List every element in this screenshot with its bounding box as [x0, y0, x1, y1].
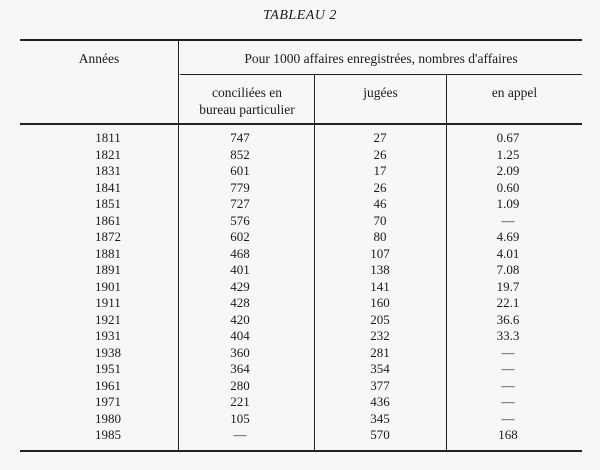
- cell-jugees: 232: [370, 328, 390, 343]
- cell-jugees: 26: [373, 179, 387, 195]
- bottom-rule: [20, 450, 582, 452]
- cell-conciliees: 428: [230, 295, 250, 310]
- cell-conciliees: 779: [230, 179, 250, 195]
- cell-conciliees: 221: [230, 394, 250, 409]
- cell-conciliees: 727: [230, 196, 250, 211]
- cell-conciliees: —: [233, 427, 247, 442]
- cell-year: 1901: [95, 278, 121, 294]
- cell-year: 1831: [95, 163, 121, 178]
- cell-year: 1881: [95, 245, 121, 261]
- cell-conciliees: 429: [230, 278, 250, 294]
- cell-appel: —: [501, 344, 515, 360]
- cell-conciliees: 602: [230, 229, 250, 244]
- cell-year: 1891: [95, 262, 121, 277]
- cell-year: 1951: [95, 361, 121, 376]
- cell-year: 1961: [95, 377, 121, 393]
- cell-appel: —: [501, 410, 515, 426]
- cell-year: 1931: [95, 328, 121, 343]
- cell-jugees: 141: [370, 278, 390, 294]
- cell-appel: 168: [498, 427, 518, 442]
- header-group: Pour 1000 affaires enregistrées, nombres d'affaires: [244, 51, 518, 66]
- cell-jugees: 107: [370, 245, 390, 261]
- cell-jugees: 570: [370, 427, 390, 442]
- cell-jugees: 17: [373, 163, 387, 178]
- group-header-rule: [180, 74, 582, 75]
- header-years: Années: [78, 51, 120, 66]
- cell-year: 1861: [95, 212, 121, 228]
- cell-jugees: 436: [370, 394, 390, 409]
- cell-appel: 0.60: [496, 179, 520, 195]
- col-divider-years: [178, 40, 179, 451]
- cell-conciliees: 364: [230, 361, 250, 376]
- cell-appel: 33.3: [496, 328, 520, 343]
- cell-conciliees: 280: [230, 377, 250, 393]
- cell-appel: 7.08: [496, 262, 520, 277]
- cell-appel: 4.69: [496, 229, 520, 244]
- cell-appel: 19.7: [496, 278, 520, 294]
- cell-conciliees: 601: [230, 163, 250, 178]
- cell-year: 1872: [95, 229, 121, 244]
- cell-jugees: 205: [370, 311, 390, 327]
- cell-jugees: 160: [370, 295, 390, 310]
- header-appel: en appel: [491, 85, 538, 100]
- cell-jugees: 46: [373, 196, 387, 211]
- cell-jugees: 26: [373, 146, 387, 162]
- cell-year: 1985: [95, 427, 121, 442]
- cell-conciliees: 105: [230, 410, 250, 426]
- cell-year: 1911: [95, 295, 121, 310]
- cell-jugees: 281: [370, 344, 390, 360]
- cell-appel: 4.01: [496, 245, 520, 261]
- header-bottom-rule: [20, 123, 582, 125]
- header-jugees: jugées: [363, 85, 398, 100]
- cell-jugees: 27: [373, 130, 387, 145]
- cell-appel: —: [501, 394, 515, 409]
- cell-conciliees: 468: [230, 245, 250, 261]
- header-conciliees: conciliées en bureau particulier: [199, 85, 295, 117]
- cell-appel: —: [501, 212, 515, 228]
- top-rule: [20, 39, 582, 41]
- cell-appel: 1.09: [496, 196, 520, 211]
- cell-conciliees: 420: [230, 311, 250, 327]
- cell-conciliees: 360: [230, 344, 250, 360]
- cell-appel: 0.67: [496, 130, 520, 145]
- cell-year: 1921: [95, 311, 121, 327]
- cell-appel: 2.09: [496, 163, 520, 178]
- cell-year: 1821: [95, 146, 121, 162]
- cell-jugees: 70: [373, 212, 387, 228]
- cell-year: 1851: [95, 196, 121, 211]
- cell-jugees: 354: [370, 361, 390, 376]
- cell-conciliees: 747: [230, 130, 250, 145]
- cell-conciliees: 576: [230, 212, 250, 228]
- table-title: TABLEAU 2: [263, 8, 337, 23]
- cell-appel: 36.6: [496, 311, 520, 327]
- cell-appel: 1.25: [496, 146, 520, 162]
- cell-appel: —: [501, 361, 515, 376]
- cell-conciliees: 401: [230, 262, 250, 277]
- cell-appel: 22.1: [496, 295, 520, 310]
- cell-jugees: 138: [370, 262, 390, 277]
- cell-year: 1980: [95, 410, 121, 426]
- cell-year: 1811: [95, 130, 121, 145]
- cell-year: 1938: [95, 344, 121, 360]
- col-divider-jugees: [446, 75, 447, 451]
- cell-jugees: 377: [370, 377, 390, 393]
- cell-year: 1971: [95, 394, 121, 409]
- cell-year: 1841: [95, 179, 121, 195]
- col-divider-conciliees: [314, 75, 315, 451]
- cell-conciliees: 404: [230, 328, 250, 343]
- cell-conciliees: 852: [230, 146, 250, 162]
- cell-jugees: 345: [370, 410, 390, 426]
- cell-appel: —: [501, 377, 515, 393]
- cell-jugees: 80: [373, 229, 387, 244]
